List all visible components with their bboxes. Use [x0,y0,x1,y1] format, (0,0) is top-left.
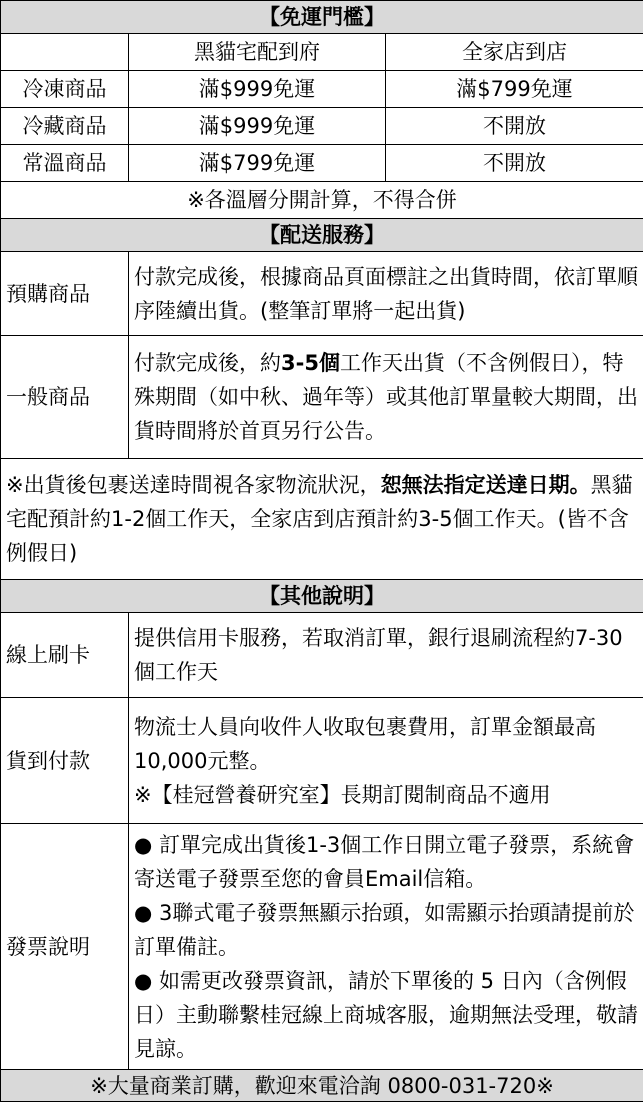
chilled-blackcat-value: 滿$999免運 [129,108,386,145]
cod-desc-line-2: ※【桂冠營養研究室】長期訂閱制商品不適用 [134,782,551,807]
delivery-note-bold: 恕無法指定送達日期。 [380,473,591,497]
invoice-description [129,824,643,1070]
general-desc-post: 工作天出貨（不含例假日），特殊期間（如中秋、過年等）或其他訂單量較大期間，出貨時間將於首頁另行公告。 [134,351,638,443]
invoice-item-1: ● 訂單完成出貨後1-3個工作日開立電子發票，系統會寄送電子發票至您的會員Email信箱。 [134,832,635,891]
preorder-label: 預購商品 [1,252,129,336]
ambient-blackcat-value: 滿$799免運 [129,145,386,182]
general-desc-days: 3-5個 [281,351,340,375]
cod-label: 貨到付款 [1,698,129,824]
row-label-ambient: 常溫商品 [1,145,129,182]
free-shipping-note: ※各溫層分開計算，不得合併 [1,182,643,219]
general-desc-pre: 付款完成後，約 [134,351,281,375]
general-description [129,336,643,459]
footer-contact: ※大量商業訂購，歡迎來電洽詢 0800-031-720※ [1,1070,643,1102]
cod-desc-line-1: 物流士人員向收件人收取包裹費用，訂單金額最高10,000元整。 [134,714,596,773]
col-header-blackcat: 黑貓宅配到府 [129,34,386,71]
invoice-label: 發票說明 [1,824,129,1070]
free-shipping-header: 【免運門檻】 [1,1,643,34]
delivery-note [1,459,643,580]
invoice-item-2: ● 3聯式電子發票無顯示抬頭，如需顯示抬頭請提前於訂單備註。 [134,900,635,959]
frozen-familymart-value: 滿$799免運 [386,71,643,108]
delivery-header: 【配送服務】 [1,219,643,252]
frozen-blackcat-value: 滿$999免運 [129,71,386,108]
ambient-familymart-value: 不開放 [386,145,643,182]
delivery-note-post: 黑貓宅配預計約1-2個工作天，全家店到店預計約3-5個工作天。(皆不含例假日) [6,473,633,565]
delivery-note-pre: ※出貨後包裹送達時間視各家物流狀況， [6,473,381,497]
credit-card-description: 提供信用卡服務，若取消訂單，銀行退刷流程約7-30個工作天 [129,613,643,698]
other-header: 【其他說明】 [1,580,643,613]
row-label-chilled: 冷藏商品 [1,108,129,145]
chilled-familymart-value: 不開放 [386,108,643,145]
general-label: 一般商品 [1,336,129,459]
preorder-description: 付款完成後，根據商品頁面標註之出貨時間，依訂單順序陸續出貨。(整筆訂單將一起出貨) [129,252,643,336]
col-header-familymart: 全家店到店 [386,34,643,71]
row-label-frozen: 冷凍商品 [1,71,129,108]
invoice-item-3: ● 如需更改發票資訊，請於下單後的 5 日內（含例假日）主動聯繫桂冠線上商城客服，逾期無法受理，敬請見諒。 [134,968,638,1061]
empty-corner-cell [1,34,129,71]
credit-card-label: 線上刷卡 [1,613,129,698]
cod-description [129,698,643,824]
